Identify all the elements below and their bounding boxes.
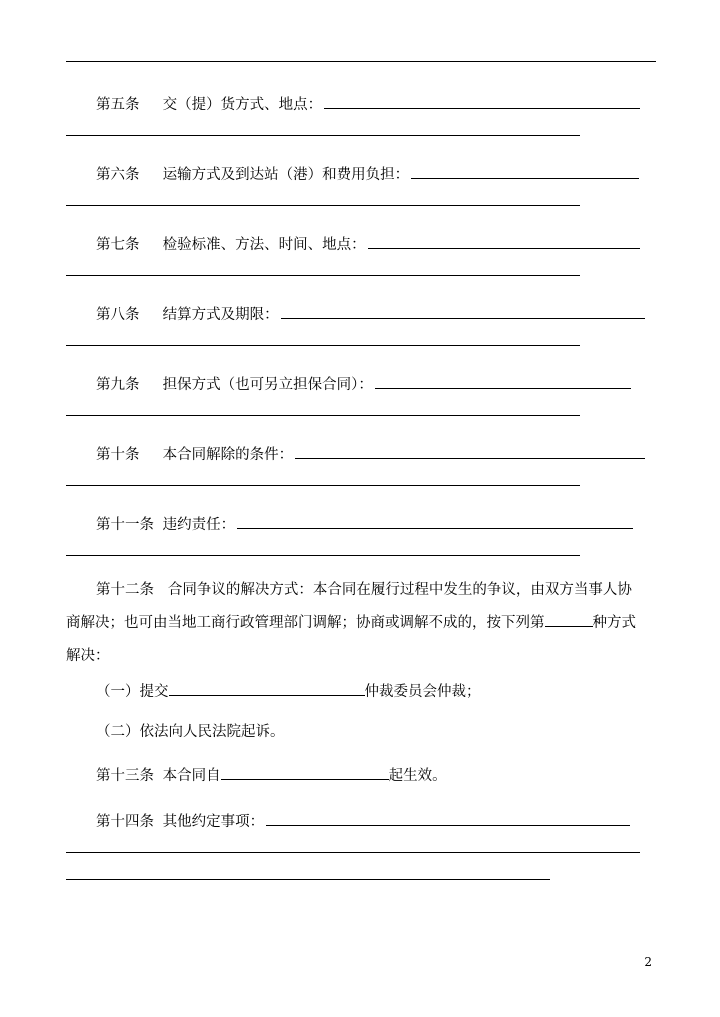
article-5	[96, 94, 640, 115]
article-title: 违约责任：	[162, 517, 236, 533]
article-title: 运输方式及到达站（港）和费用负担：	[162, 167, 410, 183]
article-title: 本合同解除的条件：	[162, 447, 294, 463]
article-13	[96, 765, 447, 786]
fill-blank[interactable]	[237, 514, 633, 529]
article-12	[66, 574, 641, 673]
header-rule	[66, 61, 656, 62]
article-number: 第十三条	[96, 768, 154, 784]
option-1	[96, 681, 481, 702]
article-number: 第九条	[96, 377, 140, 393]
fill-blank-continuation[interactable]	[66, 135, 580, 136]
arbitration-blank[interactable]	[169, 681, 365, 696]
article-title: 交（提）货方式、地点：	[162, 97, 323, 113]
fill-blank-continuation[interactable]	[66, 852, 640, 853]
article-13-post: 起生效。	[388, 768, 447, 784]
fill-blank-continuation[interactable]	[66, 485, 580, 486]
article-number: 第六条	[96, 167, 140, 183]
article-number: 第十一条	[96, 517, 154, 533]
article-number: 第八条	[96, 307, 140, 323]
fill-blank[interactable]	[281, 304, 645, 319]
fill-blank-continuation[interactable]	[66, 415, 580, 416]
article-10	[96, 444, 645, 465]
fill-blank-continuation[interactable]	[66, 205, 580, 206]
option-1-pre: （一）提交	[96, 684, 169, 700]
fill-blank[interactable]	[324, 94, 640, 109]
fill-blank[interactable]	[368, 234, 640, 249]
article-6	[96, 164, 639, 185]
page-number: 2	[644, 955, 652, 969]
article-9	[96, 374, 631, 395]
article-title: 其他约定事项：	[162, 814, 265, 830]
article-number: 第十二条	[96, 582, 154, 598]
article-14	[96, 811, 630, 832]
option-2	[96, 722, 285, 742]
article-12-text: 合同争议的解决方式：本合同在履行过程中发生的争议，由双方当事人协商解决；也可由当地工商行政管理部门调解；协商或调解不成的，按下列第	[66, 582, 632, 631]
option-2-text: （二）依法向人民法院起诉。	[96, 724, 285, 740]
article-number: 第十四条	[96, 814, 154, 830]
fill-blank[interactable]	[266, 811, 630, 826]
article-8	[96, 304, 645, 325]
method-number-blank[interactable]	[545, 612, 593, 627]
article-title: 担保方式（也可另立担保合同）：	[162, 377, 373, 393]
option-1-post: 仲裁委员会仲裁；	[364, 684, 481, 700]
article-12-text-end: 种方式解决：	[66, 615, 636, 664]
fill-blank[interactable]	[375, 374, 631, 389]
fill-blank[interactable]	[411, 164, 639, 179]
article-13-pre: 本合同自	[162, 768, 221, 784]
fill-blank-continuation[interactable]	[66, 345, 580, 346]
article-number: 第五条	[96, 97, 140, 113]
effective-date-blank[interactable]	[221, 765, 389, 780]
article-7	[96, 234, 640, 255]
article-title: 结算方式及期限：	[162, 307, 279, 323]
article-title: 检验标准、方法、时间、地点：	[162, 237, 366, 253]
fill-blank-continuation[interactable]	[66, 879, 550, 880]
fill-blank[interactable]	[295, 444, 645, 459]
article-number: 第七条	[96, 237, 140, 253]
fill-blank-continuation[interactable]	[66, 275, 580, 276]
article-number: 第十条	[96, 447, 140, 463]
article-11	[96, 514, 633, 535]
fill-blank-continuation[interactable]	[66, 555, 580, 556]
